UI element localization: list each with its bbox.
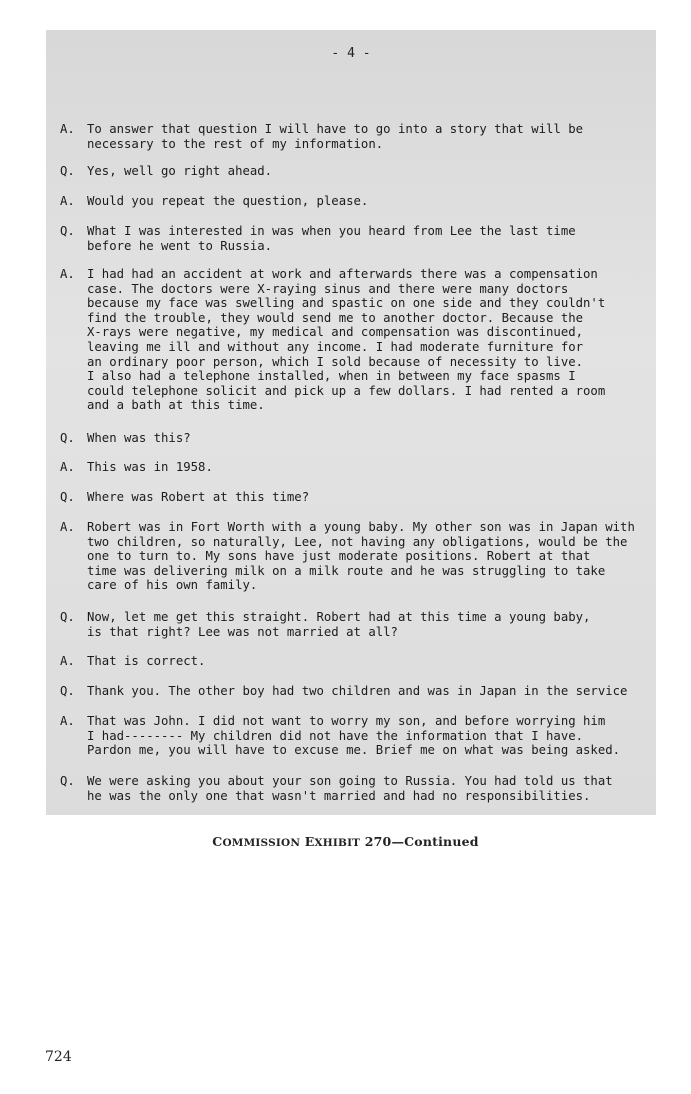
exchange-12 xyxy=(60,684,652,699)
exchange-11 xyxy=(60,654,652,669)
exchange-text: Now, let me get this straight. Robert had at this time a young baby, is that right? Lee was not married at all? xyxy=(87,610,591,639)
exchange-8 xyxy=(60,490,652,505)
speaker-label: Q. xyxy=(60,610,75,624)
exchange-text: Where was Robert at this time? xyxy=(87,490,310,504)
speaker-label: Q. xyxy=(60,164,75,178)
exchange-13 xyxy=(60,714,652,758)
exchange-text: I had had an accident at work and afterwards there was a compensation case. The doctors were X-raying sinus and there were many doctors because my face was swelling and spastic on one side and they couldn't find the trouble, they would send me to another doctor. Because the X-rays were negative, my medical and compensation was discontinued, leaving me ill and without any income. I had moderate furniture for an ordinary poor person, which I sold because of necessity to live. I also had a telephone installed, when in between my face spasms I could telephone solicit and pick up a few dollars. I had rented a room and a bath at this time. xyxy=(87,267,606,413)
caption-prefix: C xyxy=(212,834,223,849)
exchange-text: That is correct. xyxy=(87,654,206,668)
exchange-1 xyxy=(60,122,652,151)
exchange-2 xyxy=(60,164,652,179)
speaker-label: Q. xyxy=(60,431,75,445)
speaker-label: Q. xyxy=(60,684,75,698)
exchange-6 xyxy=(60,431,652,446)
exchange-text: Yes, well go right ahead. xyxy=(87,164,273,178)
exchange-text: Would you repeat the question, please. xyxy=(87,194,369,208)
exchange-text: Thank you. The other boy had two children and was in Japan in the service xyxy=(87,684,628,698)
page-header: - 4 - xyxy=(331,46,371,61)
exchange-9 xyxy=(60,520,652,593)
exchange-text: What I was interested in was when you heard from Lee the last time before he went to Russia. xyxy=(87,224,576,253)
exchange-10 xyxy=(60,610,652,639)
speaker-label: A. xyxy=(60,520,75,534)
exchange-7 xyxy=(60,460,652,475)
speaker-label: A. xyxy=(60,122,75,136)
speaker-label: A. xyxy=(60,194,75,208)
exchange-14 xyxy=(60,774,652,803)
speaker-label: A. xyxy=(60,654,75,668)
caption-small-1: OMMISSION xyxy=(222,837,301,849)
speaker-label: Q. xyxy=(60,490,75,504)
scanned-page xyxy=(46,30,656,815)
exchange-text: That was John. I did not want to worry my son, and before worrying him I had-------- My children did not have the information that I have. Pardon me, you will have to excuse me. Brief me on what was being asked. xyxy=(87,714,621,758)
speaker-label: Q. xyxy=(60,224,75,238)
exchange-text: When was this? xyxy=(87,431,191,445)
speaker-label: A. xyxy=(60,460,75,474)
caption-mid: E xyxy=(300,834,315,849)
speaker-label: Q. xyxy=(60,774,75,788)
exhibit-caption xyxy=(0,834,691,849)
exchange-3 xyxy=(60,194,652,209)
speaker-label: A. xyxy=(60,267,75,281)
exchange-text: Robert was in Fort Worth with a young baby. My other son was in Japan with two children, so naturally, Lee, not having any obligations, would be the one to turn to. My sons have just moderate positions. Robert at that time was delivering milk on a milk route and he was struggling to take care of his own family. xyxy=(87,520,635,593)
exchange-text: This was in 1958. xyxy=(87,460,213,474)
caption-small-2: XHIBIT xyxy=(314,837,361,849)
speaker-label: A. xyxy=(60,714,75,728)
exchange-text: To answer that question I will have to go into a story that will be necessary to the rest of my information. xyxy=(87,122,584,151)
page-number: 724 xyxy=(45,1049,72,1065)
exchange-4 xyxy=(60,224,652,253)
caption-suffix: 270—Continued xyxy=(360,834,479,849)
exchange-5 xyxy=(60,267,652,413)
exchange-text: We were asking you about your son going to Russia. You had told us that he was the only one that wasn't married and had no responsibilities. xyxy=(87,774,613,803)
